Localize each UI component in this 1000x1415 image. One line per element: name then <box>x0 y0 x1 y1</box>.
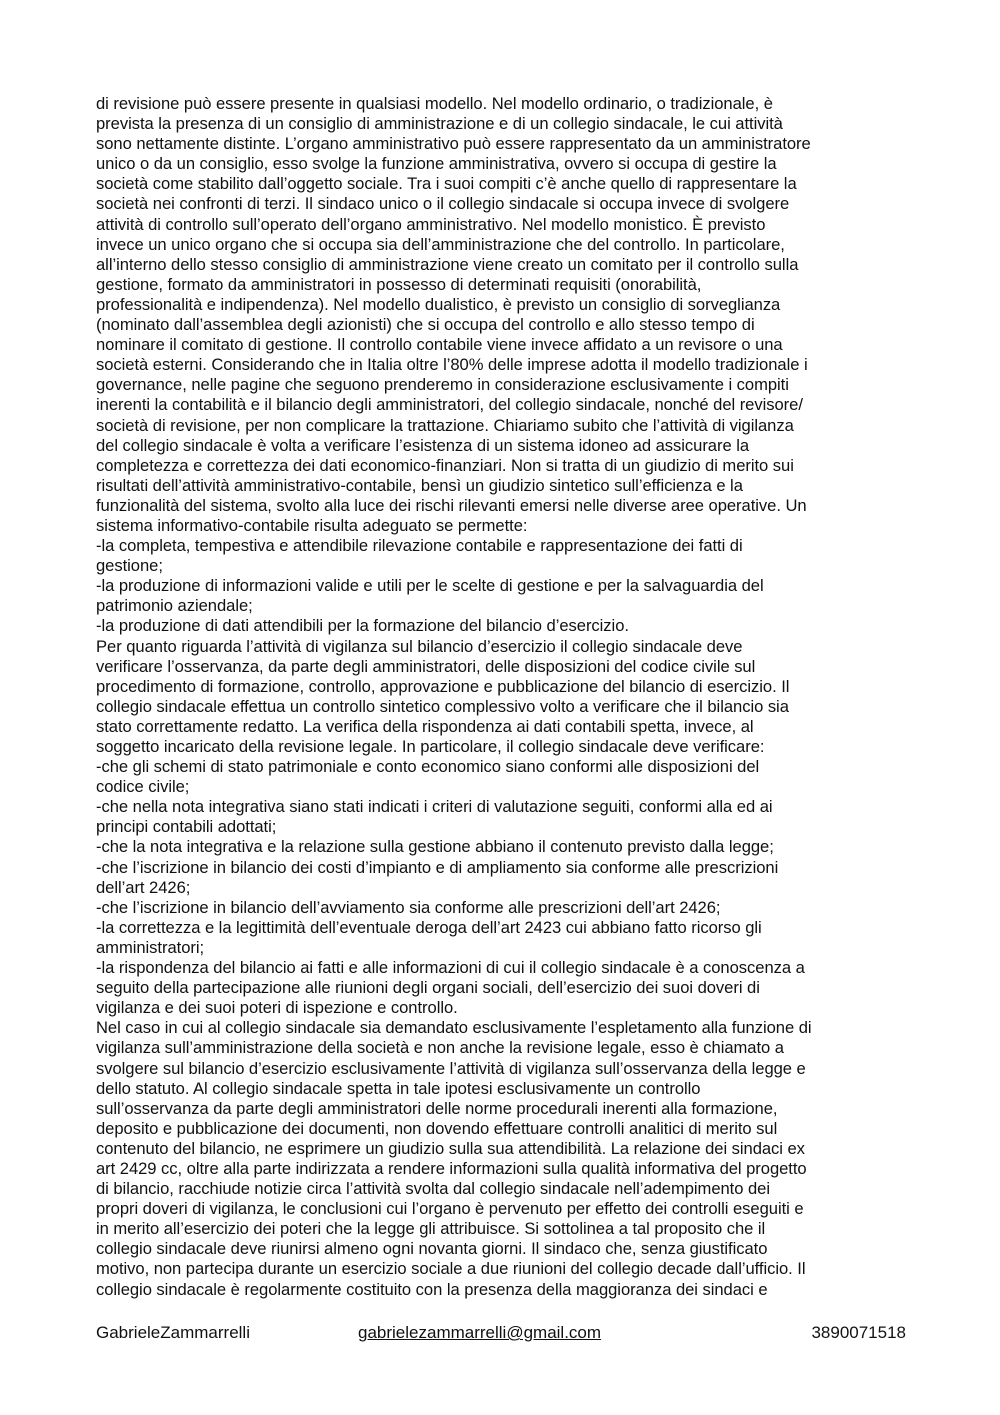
page-footer <box>96 1322 908 1344</box>
body-text-line: contenuto del bilancio, ne esprimere un giudizio sulla sua attendibilità. La relazione dei sindaci ex <box>96 1138 805 1158</box>
body-text-line: di bilancio, racchiude notizie circa l’attività svolta dal collegio sindacale nell’adempimento dei <box>96 1179 770 1199</box>
footer-phone-number: 3890071518 <box>811 1323 906 1342</box>
body-text-line: propri doveri di vigilanza, le conclusioni cui l’organo è pervenuto per effetto dei controlli eseguiti e <box>96 1199 804 1219</box>
body-text-line: collegio sindacale è regolarmente costituito con la presenza della maggioranza dei sindaci e <box>96 1279 768 1299</box>
body-text-line: risultati dell’attività amministrativo-contabile, bensì un giudizio sintetico sull’efficienza e la <box>96 475 743 495</box>
body-text-line: -la correttezza e la legittimità dell’eventuale deroga dell’art 2423 cui abbiano fatto ricorso gli <box>96 917 762 937</box>
body-text-line: -che l’iscrizione in bilancio dei costi d’impianto e di ampliamento sia conforme alle prescrizioni <box>96 857 779 877</box>
body-text-line: svolgere sul bilancio d’esercizio esclusivamente l’attività di vigilanza sull’osservanza della legge e <box>96 1058 806 1078</box>
body-text-line: motivo, non partecipa durante un esercizio sociale a due riunioni del collegio decade dall’ufficio. Il <box>96 1259 806 1279</box>
body-text-line: seguito della partecipazione alle riunioni degli organi sociali, dell’esercizio dei suoi doveri di <box>96 978 760 998</box>
body-text-line: società di revisione, per non complicare la trattazione. Chiariamo subito che l’attività di vigilanza <box>96 415 794 435</box>
body-text-line: verificare l’osservanza, da parte degli amministratori, delle disposizioni del codice civile sul <box>96 656 756 676</box>
body-text-line: collegio sindacale effettua un controllo sintetico complessivo volto a verificare che il bilancio sia <box>96 696 789 716</box>
footer-email-link[interactable]: gabrielezammarrelli@gmail.com <box>358 1323 602 1342</box>
body-text-line: in merito all’esercizio dei poteri che la legge gli attribuisce. Si sottolinea a tal proposito che il <box>96 1219 766 1239</box>
body-text-line: art 2429 cc, oltre alla parte indirizzata a rendere informazioni sulla qualità informativa del progetto <box>96 1158 807 1178</box>
body-text-line: società esterni. Considerando che in Italia oltre l’80% delle imprese adotta il modello tradizionale i <box>96 355 808 375</box>
body-text-line: -la rispondenza del bilancio ai fatti e alle informazioni di cui il collegio sindacale è a conoscenza a <box>96 958 805 978</box>
footer-author-name: GabrieleZammarrelli <box>96 1323 250 1342</box>
body-text-line: collegio sindacale deve riunirsi almeno ogni novanta giorni. Il sindaco che, senza giustificato <box>96 1239 768 1259</box>
body-text-line: -la produzione di informazioni valide e utili per le scelte di gestione e per la salvaguardia del <box>96 576 764 596</box>
body-text-line: gestione, formato da amministratori in possesso di determinati requisiti (onorabilità, <box>96 274 702 294</box>
body-text-line: sull’osservanza da parte degli amministratori delle norme procedurali inerenti alla formazione, <box>96 1098 778 1118</box>
body-text-line: amministratori; <box>96 937 205 957</box>
body-text-line: -che nella nota integrativa siano stati indicati i criteri di valutazione seguiti, conformi alla ed ai <box>96 797 773 817</box>
body-text-line: gestione; <box>96 556 163 576</box>
body-text-line: professionalità e indipendenza). Nel modello dualistico, è previsto un consiglio di sorveglianza <box>96 294 781 314</box>
body-text-line: del collegio sindacale è volta a verificare l’esistenza di un sistema idoneo ad assicurare la <box>96 435 750 455</box>
body-text-line: sono nettamente distinte. L’organo amministrativo può essere rappresentato da un amministratore <box>96 134 811 154</box>
body-text-line: -che gli schemi di stato patrimoniale e conto economico siano conformi alle disposizioni del <box>96 757 760 777</box>
body-text-line: -la completa, tempestiva e attendibile rilevazione contabile e rappresentazione dei fatti di <box>96 536 743 556</box>
body-text-line: soggetto incaricato della revisione legale. In particolare, il collegio sindacale deve verificare: <box>96 737 765 756</box>
document-body <box>96 94 908 1300</box>
body-text-line: Per quanto riguarda l’attività di vigilanza sul bilancio d’esercizio il collegio sindacale deve <box>96 636 743 656</box>
body-text-line: stato correttamente redatto. La verifica della rispondenza ai dati contabili spetta, invece, al <box>96 716 754 736</box>
body-text-line: (nominato dall’assemblea degli azionisti) che si occupa del controllo e allo stesso tempo di <box>96 315 755 335</box>
body-text-line: -la produzione di dati attendibili per la formazione del bilancio d’esercizio. <box>96 616 629 636</box>
body-text-line: prevista la presenza di un consiglio di amministrazione e di un collegio sindacale, le cui attività <box>96 114 783 134</box>
body-text-line: società come stabilito dall’oggetto sociale. Tra i suoi compiti c’è anche quello di rappresentare la <box>96 174 797 194</box>
body-text-line: -che la nota integrativa e la relazione sulla gestione abbiano il contenuto previsto dalla legge; <box>96 837 774 857</box>
body-text-line: deposito e pubblicazione dei documenti, non dovendo effettuare controlli analitici di merito sul <box>96 1118 778 1138</box>
body-text-line: principi contabili adottati; <box>96 817 277 837</box>
body-text-line: dello statuto. Al collegio sindacale spetta in tale ipotesi esclusivamente un controllo <box>96 1078 701 1098</box>
body-text-line: Nel caso in cui al collegio sindacale sia demandato esclusivamente l’espletamento alla funzione di <box>96 1018 812 1038</box>
body-text-line: completezza e correttezza dei dati economico-finanziari. Non si tratta di un giudizio di merito sui <box>96 455 794 475</box>
body-text-line: sistema informativo-contabile risulta adeguato se permette: <box>96 515 528 535</box>
body-text-line: funzionalità del sistema, svolto alla luce dei rischi rilevanti emersi nelle diverse aree operative. Un <box>96 495 807 515</box>
body-text-line: di revisione può essere presente in qualsiasi modello. Nel modello ordinario, o tradizionale, è <box>96 94 773 113</box>
body-text-line: dell’art 2426; <box>96 877 191 897</box>
body-text-line: unico o da un consiglio, esso svolge la funzione amministrativa, ovvero si occupa di gestire la <box>96 154 777 174</box>
body-text-line: invece un unico organo che si occupa sia dell’amministrazione che del controllo. In particolare, <box>96 234 785 254</box>
body-text-line: inerenti la contabilità e il bilancio degli amministratori, del collegio sindacale, nonché del revisore/ <box>96 395 803 415</box>
body-text-line: all’interno dello stesso consiglio di amministrazione viene creato un comitato per il controllo sulla <box>96 254 799 274</box>
body-text-line: vigilanza sull’amministrazione della società e non anche la revisione legale, esso è chiamato a <box>96 1038 784 1058</box>
body-text-line: attività di controllo sull’operato dell’organo amministrativo. Nel modello monistico. È previsto <box>96 214 766 234</box>
body-text-line: vigilanza e dei suoi poteri di ispezione e controllo. <box>96 998 458 1018</box>
body-text-line: -che l’iscrizione in bilancio dell’avviamento sia conforme alle prescrizioni dell’art 2426; <box>96 897 721 917</box>
body-text-line: società nei confronti di terzi. Il sindaco unico o il collegio sindacale si occupa invece di svolgere <box>96 194 790 214</box>
body-text-line: governance, nelle pagine che seguono prenderemo in considerazione esclusivamente i compiti <box>96 375 789 395</box>
body-text-line: procedimento di formazione, controllo, approvazione e pubblicazione del bilancio di esercizio. Il <box>96 676 790 696</box>
body-text-line: codice civile; <box>96 777 190 797</box>
body-text-line: nominare il comitato di gestione. Il controllo contabile viene invece affidato a un revisore o una <box>96 335 783 355</box>
body-text-line: patrimonio aziendale; <box>96 596 253 616</box>
